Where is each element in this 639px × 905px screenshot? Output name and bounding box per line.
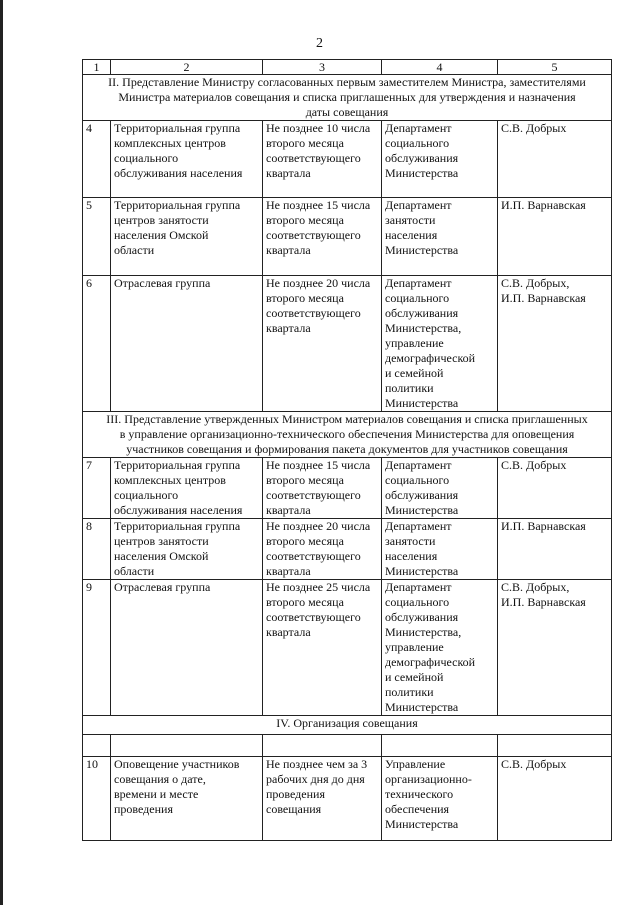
cell-group [111,580,263,716]
row-number: 5 [83,198,111,276]
cell-line: и семейной [385,670,444,684]
cell-line: социального [385,136,450,150]
cell-deadline [263,519,382,580]
cell-line: квартала [266,625,311,639]
section-heading [83,716,612,735]
cell-line: Не позднее 25 числа [266,580,371,594]
section-heading-line: даты совещания [305,105,389,119]
cell-line: комплексных центров [114,136,226,150]
cell-line: И.П. Варнавская [501,198,586,212]
cell-line: Не позднее 15 числа [266,198,371,212]
cell-line: Территориальная группа [114,198,241,212]
cell-line: Не позднее 15 числа [266,458,371,472]
cell-group [111,519,263,580]
cell-line: времени и месте [114,787,199,801]
cell-department [382,519,498,580]
cell-line: соответствующего [266,228,361,242]
section-heading-row [83,716,612,735]
cell-line: населения [385,549,438,563]
cell-line: Департамент [385,458,452,472]
cell-line: квартала [266,321,311,335]
cell-department [382,121,498,198]
table-row [83,198,612,276]
cell-line: занятости [385,534,436,548]
cell-line: проведения [266,787,325,801]
cell-line: И.П. Варнавская [501,519,586,533]
cell-line: Министерства [385,396,459,410]
cell-line: квартала [266,243,311,257]
cell-line: квартала [266,503,311,517]
table-row [83,757,612,841]
cell-line: Департамент [385,121,452,135]
table-row [83,735,612,757]
cell-line: Министерства [385,564,459,578]
table-row [83,458,612,519]
cell-line: С.В. Добрых [501,757,567,771]
section-heading-row [83,412,612,458]
cell-line: Отраслевая группа [114,580,211,594]
cell-line: Территориальная группа [114,458,241,472]
cell-line: квартала [266,166,311,180]
cell-line: соответствующего [266,488,361,502]
table-row [83,121,612,198]
cell-line: политики [385,381,434,395]
cell-responsible [498,458,612,519]
table-row [83,276,612,412]
cell-action [111,757,263,841]
section-heading-line: Министра материалов совещания и списка приглашенных для утверждения и назначения [118,90,576,104]
empty-cell [83,735,111,757]
header-cell: 2 [111,60,263,75]
cell-deadline [263,458,382,519]
cell-line: Департамент [385,276,452,290]
cell-group [111,121,263,198]
cell-line: Департамент [385,580,452,594]
section-heading-line: III. Представление утвержденных Министром материалов совещания и списка приглашенных [106,412,588,426]
cell-line: занятости [385,213,436,227]
schedule-table [82,59,612,841]
header-cell: 5 [498,60,612,75]
cell-responsible [498,121,612,198]
cell-line: Министерства [385,503,459,517]
cell-line: Управление [385,757,446,771]
cell-line: рабочих дня до дня [266,772,365,786]
cell-line: второго месяца [266,534,344,548]
cell-line: обслуживания [385,610,459,624]
cell-line: центров занятости [114,534,209,548]
cell-line: второго месяца [266,595,344,609]
cell-line: социального [114,151,179,165]
cell-line: Министерства [385,700,459,714]
page-number: 2 [316,36,323,51]
cell-line: Министерства, [385,625,462,639]
row-number: 7 [83,458,111,519]
cell-line: обслуживания [385,488,459,502]
cell-department [382,757,498,841]
cell-deadline [263,276,382,412]
cell-line: Департамент [385,519,452,533]
scan-left-edge [0,0,3,905]
cell-line: Не позднее 10 числа [266,121,371,135]
cell-line: населения Омской [114,549,209,563]
cell-department [382,198,498,276]
cell-line: политики [385,685,434,699]
cell-department [382,458,498,519]
cell-line: второго месяца [266,291,344,305]
cell-line: обслуживания [385,151,459,165]
cell-line: социального [385,291,450,305]
cell-line: Департамент [385,198,452,212]
cell-deadline [263,580,382,716]
cell-line: соответствующего [266,610,361,624]
cell-line: совещания о дате, [114,772,206,786]
cell-line: населения [385,228,438,242]
empty-cell [382,735,498,757]
section-heading-line: в управление организационно-технического обеспечения Министерства для оповещения [119,427,575,441]
cell-line: обслуживания [385,306,459,320]
cell-line: Не позднее чем за 3 [266,757,368,771]
cell-responsible [498,198,612,276]
table-row [83,519,612,580]
cell-line: квартала [266,564,311,578]
cell-group [111,276,263,412]
cell-line: Не позднее 20 числа [266,276,371,290]
cell-line: второго месяца [266,136,344,150]
cell-line: Министерства [385,166,459,180]
section-heading [83,75,612,121]
section-heading-row [83,75,612,121]
cell-line: соответствующего [266,151,361,165]
empty-cell [111,735,263,757]
cell-line: комплексных центров [114,473,226,487]
cell-responsible [498,580,612,716]
cell-line: организационно- [385,772,472,786]
row-number: 8 [83,519,111,580]
header-cell: 1 [83,60,111,75]
row-number: 6 [83,276,111,412]
cell-line: управление [385,336,444,350]
cell-deadline [263,121,382,198]
empty-cell [498,735,612,757]
cell-department [382,276,498,412]
section-heading [83,412,612,458]
cell-line: Министерства [385,817,459,831]
table-header-row [83,60,612,75]
cell-responsible [498,757,612,841]
cell-line: демографической [385,655,476,669]
cell-line: соответствующего [266,306,361,320]
cell-group [111,458,263,519]
cell-line: обслуживания населения [114,503,243,517]
cell-line: обслуживания населения [114,166,243,180]
cell-line: С.В. Добрых [501,121,567,135]
cell-responsible [498,519,612,580]
cell-line: совещания [266,802,322,816]
cell-responsible [498,276,612,412]
empty-cell [263,735,382,757]
cell-line: и семейной [385,366,444,380]
cell-line: второго месяца [266,213,344,227]
cell-line: области [114,243,155,257]
row-number: 9 [83,580,111,716]
table-row [83,580,612,716]
cell-line: Территориальная группа [114,519,241,533]
cell-line: Министерства, [385,321,462,335]
cell-line: проведения [114,802,173,816]
section-heading-line: IV. Организация совещания [276,716,418,730]
cell-line: С.В. Добрых [501,458,567,472]
section-heading-line: II. Представление Министру согласованных первым заместителем Министра, заместителями [108,75,586,89]
cell-line: И.П. Варнавская [501,291,586,305]
cell-line: социального [114,488,179,502]
header-cell: 4 [382,60,498,75]
cell-line: обеспечения [385,802,450,816]
cell-line: С.В. Добрых, [501,276,570,290]
cell-line: населения Омской [114,228,209,242]
row-number: 10 [83,757,111,841]
cell-line: И.П. Варнавская [501,595,586,609]
cell-line: области [114,564,155,578]
cell-line: социального [385,595,450,609]
cell-line: центров занятости [114,213,209,227]
section-heading-line: участников совещания и формирования пакета документов для участников совещания [126,442,568,456]
cell-line: Не позднее 20 числа [266,519,371,533]
cell-line: технического [385,787,454,801]
cell-line: социального [385,473,450,487]
cell-deadline [263,757,382,841]
cell-line: соответствующего [266,549,361,563]
header-cell: 3 [263,60,382,75]
cell-line: Министерства [385,243,459,257]
cell-line: Отраслевая группа [114,276,211,290]
cell-line: Оповещение участников [114,757,240,771]
cell-line: Территориальная группа [114,121,241,135]
cell-group [111,198,263,276]
cell-department [382,580,498,716]
cell-line: управление [385,640,444,654]
cell-deadline [263,198,382,276]
cell-line: демографической [385,351,476,365]
cell-line: второго месяца [266,473,344,487]
row-number: 4 [83,121,111,198]
cell-line: С.В. Добрых, [501,580,570,594]
